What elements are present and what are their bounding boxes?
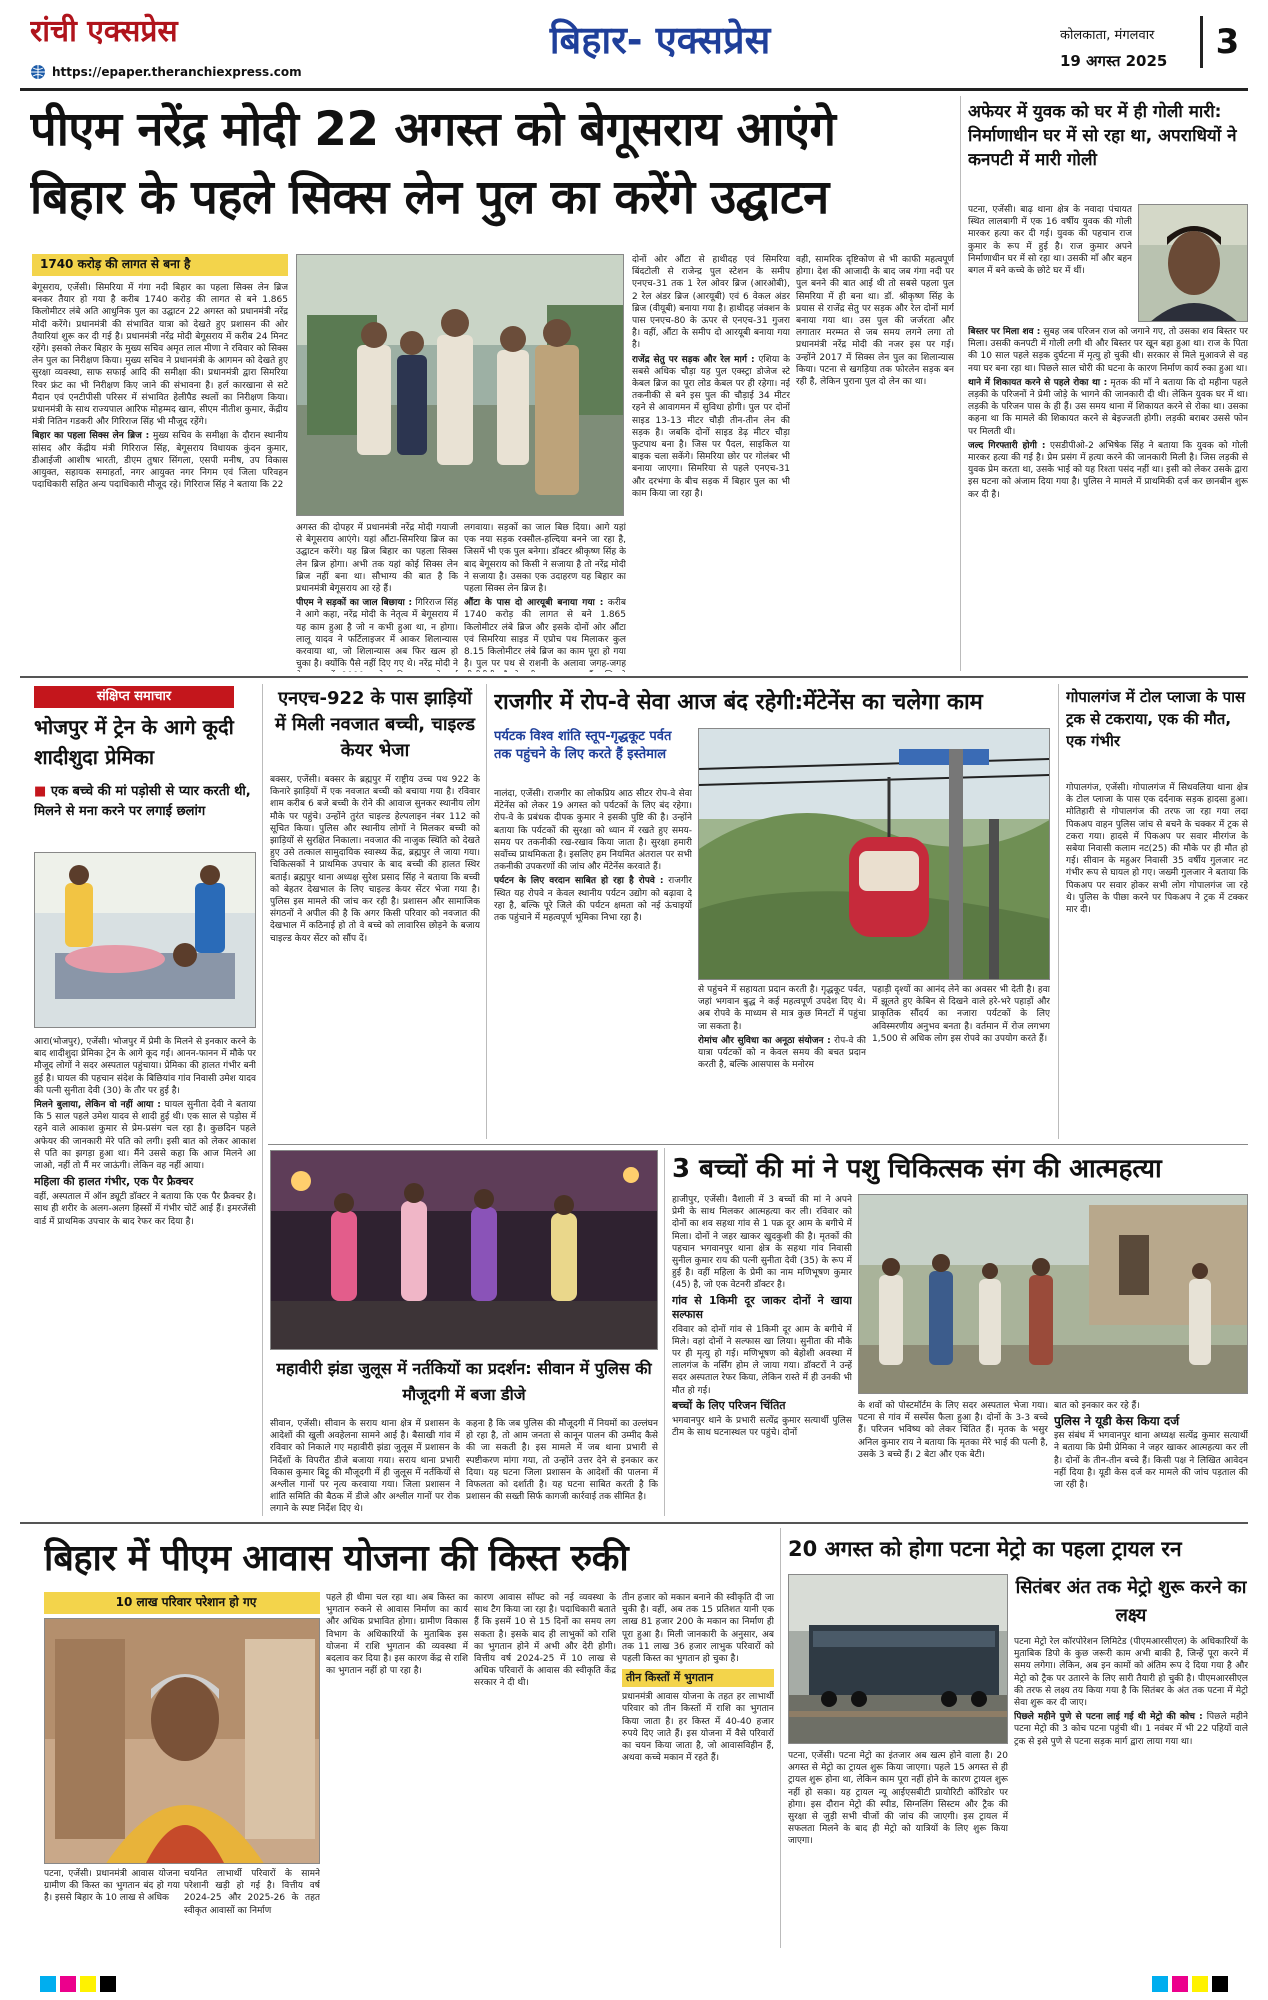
brief-label: संक्षिप्त समाचार bbox=[34, 686, 234, 708]
awas-headline: बिहार में पीएम आवास योजना की किस्त रुकी bbox=[44, 1538, 629, 1579]
suicide-subhead-1: गांव से 1किमी दूर जाकर दोनों ने खाया सल्फास bbox=[672, 1293, 852, 1321]
ropeway-subhead-1: पर्यटन के लिए वरदान साबित हो रहा है रोपवे : bbox=[494, 876, 664, 887]
ropeway-headline: राजगीर में रोप-वे सेवा आज बंद रहेगी:मेंटेनेंस का चलेगा काम bbox=[494, 690, 983, 715]
awas-text-5: प्रधानमंत्री आवास योजना के तहत हर लाभार्थी परिवार को तीन किस्तों में राशि का भुगतान किया जाता है। हर किस्त में 40-40 हजार रुपये दिए जाते हैं। इस योजना में वैसे परिवारों का चयन किया जाता है, जो आवासविहीन हैं, अथवा कच्चे मकान में रहते हैं। bbox=[622, 1692, 774, 1764]
ropeway-text: नालंदा, एजेंसी। राजगीर का लोकप्रिय आठ सीटर रोप-वे सेवा मेंटेनेंस को लेकर 19 अगस्त को पर्यटकों के लिए बंद रहेगा। रोप-वे के प्रबंधक दीपक कुमार ने इसकी पुष्टि की है। उन्होंने बताया कि पर्यटकों की सुरक्षा को ध्यान में रखते हुए समय-समय पर तकनीकी रख-रखाव किया जाता है। सुरक्षा हमारी सर्वोच्च प्राथमिकता है। इसलिए हम नियमित अंतराल पर सभी तकनीकी उपकरणों की जांच और मेंटेनेंस करवाते हैं। bbox=[494, 789, 692, 873]
murder-text-2: मृतक की माँ ने बताया कि दो महीना पहले लड़की के परिजनों ने प्रेमी जोड़े के भागने की जानकारी दी थी। लेकिन युवक घर में था। लड़की के परिजन पास के ही हैं। उस समय थाना में शिकायत करने से रोका था। उसका कहना था कि मामले की शिकायत करने से बेइज्जती होगी। लड़की बराबर उससे फोन पर मिलती थी। bbox=[968, 377, 1248, 437]
brief-subhead-1: मिलने बुलाया, लेकिन वो नहीं आया : bbox=[34, 1100, 161, 1111]
brief-text: आरा(भोजपुर), एजेंसी। भोजपुर में प्रेमी के मिलने से इनकार करने के बाद शादीशुदा प्रेमिका ट्रेन के आगे कूद गई। आनन-फानन में मौके पर मौजूद लोगों ने सदर अस्पताल पहुंचाया। प्रेमिका की हालत गंभीर बनी हुई है। घायल की पहचान संदेश के बिछियांव गांव निवासी उमेश यादव की पत्नी सुनीता देवी (30) के तौर पर हुई है। bbox=[34, 1037, 256, 1096]
lead-headline-2: बिहार के पहले सिक्स लेन पुल का करेंगे उद्घाटन bbox=[30, 170, 829, 225]
reg-mark-cyan-right bbox=[1152, 1976, 1168, 1992]
lead-col-1-subhead: बिहार का पहला सिक्स लेन ब्रिज : bbox=[32, 431, 150, 442]
divider-awas bbox=[780, 1528, 781, 1948]
lead-col-3-text-b: करीब 1740 करोड़ की लागत से बने 1.865 किलोमीटर लंबे ब्रिज और इसके दोनों ओर औंटा एवं सिमरिया साइड में एप्रोच पथ मिलाकर कुल 8.15 किलोमीटर लंबे ब्रिज का काम पूरा हो गया है। पुल पर पथ से राशनी के अलावा जगह-जगह bbox=[464, 598, 626, 670]
baby-headline: एनएच-922 के पास झाड़ियों में मिली नवजात बच्ची, चाइल्ड केयर भेजा bbox=[275, 688, 475, 761]
murder-intro: पटना, एजेंसी। बाढ़ थाना क्षेत्र के नवादा पंचायत स्थित लालबागी में एक 16 वर्षीय युवक की गोली मारकर हत्या कर दी गई। युवक की पहचान राज कुमार के रूप में हुई है। राज कुमार अपने निर्माणाधीन घर में सो रहा था। उसकी माँ और बहन बगल में बने कच्चे के छोटे घर में थीं। bbox=[968, 205, 1132, 277]
reg-mark-magenta bbox=[60, 1976, 76, 1992]
masthead bbox=[0, 0, 1268, 88]
murder-headline: अफेयर में युवक को घर में ही गोली मारी: निर्माणाधीन घर में सो रहा था, अपराधियों ने कनपटी में मारी गोली bbox=[968, 102, 1237, 170]
reg-mark-yellow-right bbox=[1192, 1976, 1208, 1992]
suicide-headline: 3 बच्चों की मां ने पशु चिकित्सक संग की आत्महत्या bbox=[672, 1154, 1162, 1184]
metro-col-left: पटना, एजेंसी। पटना मेट्रो का इंतजार अब खत्म होने वाला है। 20 अगस्त से मेट्रो का ट्रायल शुरू किया जाएगा। पहले 15 अगस्त से ही ट्रायल शुरू होना था, लेकिन काम पूरा नहीं होने के कारण ट्रायल शुरू नहीं हो सका। यह ट्रायल न्यू आईएसबीटी प्रायोरिटी कॉरिडोर पर होगा। इस दौरान मेट्रो की स्पीड, सिग्नलिंग सिस्टम और ट्रैक की सुरक्षा से जुड़ी सभी चीजों की जांच की जाएगी। इस ट्रायल में सफलता मिलने के बाद ही मेट्रो को यात्रियों के लिए शुरू किया जाएगा। bbox=[788, 1751, 1008, 1847]
suicide-text: हाजीपुर, एजेंसी। वैशाली में 3 बच्चों की मां ने अपने प्रेमी के साथ मिलकर आत्महत्या कर ली। रविवार को दोनों का शव सहथा गांव से 1 पक्र दूर आम के बगीचे में मिला। दोनों ने जहर खाकर खुदकुशी की है। मृतकों की पहचान भगवानपुर थाना क्षेत्र के सहथा गांव निवासी सुनील कुमार राय की पत्नी सुनीता देवी (35) के रूप में हुई है। वहीं महिला के प्रेमी का नाम मणिभूषण कुमार (45) है, जो एक वेटनरी डॉक्टर है। bbox=[672, 1195, 852, 1291]
lead-headline-1: पीएम नरेंद्र मोदी 22 अगस्त को बेगूसराय आएंगे bbox=[30, 102, 836, 157]
divider-brief bbox=[262, 684, 263, 1516]
divider-dance bbox=[664, 1148, 665, 1516]
awas-col-2: पहले ही धीमा चल रहा था। अब किस्त का भुगतान रुकने से आवास निर्माण का कार्य और अधिक प्रभावित होगा। ग्रामीण विकास विभाग के अधिकारियों के मुताबिक इस योजना में राशि भुगतान की व्यवस्था में बदलाव कर दिया है। इस कारण केंद्र से राशि का भुगतान नहीं हो पा रहा है। bbox=[326, 1593, 468, 1677]
lead-col-3-subhead: औंटा के पास दो आरयूबी बनाया गया : bbox=[464, 598, 604, 609]
divider-baby bbox=[486, 684, 487, 1139]
murder-subhead-2: थाने में शिकायत करने से पहले रोका था : bbox=[968, 377, 1108, 388]
ropeway-col-2 bbox=[698, 984, 866, 1138]
suicide-col-2: के शवों को पोस्टमॉर्टम के लिए सदर अस्पताल भेजा गया। पटना से गांव में सस्पेंस फैला हुआ है। दोनों के 3-3 बच्चे हैं। परिजन भविष्य को लेकर चिंतित हैं। मृतक के भसुर अनिल कुमार राय ने बताया कि मृतका मेरे भाई की पत्नी है, उसके 3 बच्चे हैं। 2 बेटा और एक बेटी। bbox=[858, 1401, 1048, 1460]
murder-text-3: एसडीपीओ-2 अभिषेक सिंह ने बताया कि युवक को गोली मारकर हत्या की गई है। प्रेम प्रसंग में हत्या करने की जानकारी मिली है। जिस लड़की से युवक प्रेम करता था, उसके भाई को यह रिश्ता पसंद नहीं था। इसी को लेकर उसके द्वारा इस घटना को अंजाम दिया गया है। पुलिस ने मामले में प्राथमिकी दर्ज कर छानबीन शुरू कर दी है। bbox=[968, 440, 1248, 500]
awas-tag: 10 लाख परिवार परेशान हो गए bbox=[44, 1592, 320, 1614]
suicide-text-1: रविवार को दोनों गांव से 1किमी दूर आम के बगीचे में मिले। वहां दोनों ने सल्फास खा लिया। सुनीता की मौके पर ही मृत्यु हो गई। मणिभूषण को बेहोशी अवस्था में लालगंज के नर्सिंग होम ले जाया गया। डॉक्टरों ने उन्हें सदर अस्पताल रेफर किया, लेकिन रास्ते में ही उनकी भी मौत हो गई। bbox=[672, 1324, 852, 1396]
lead-col-5 bbox=[796, 254, 954, 672]
brief-subhead-2: महिला की हालत गंभीर, एक पैर फ्रैक्चर bbox=[34, 1175, 194, 1189]
brief-bullet-text: एक बच्चे की मां पड़ोसी से प्यार करती थी, मिलने से मना करने पर लगाई छलांग bbox=[34, 784, 251, 819]
dance-headline: महावीरी झंडा जुलूस में नर्तकियों का प्रदर्शन: सीवान में पुलिस की मौजूदगी में बजा डीजे bbox=[276, 1359, 652, 1404]
ropeway-subhead: पर्यटक विश्व शांति स्तूप-गृद्धकूट पर्वत तक पहुंचने के लिए करते हैं इस्तेमाल bbox=[494, 729, 672, 762]
brief-hospital-photo bbox=[34, 852, 256, 1028]
metro-coach-truck-photo bbox=[788, 1574, 1008, 1744]
ropeway-text-2: से पहुंचने में सहायता प्रदान करती है। गृद्धकूट पर्वत, जहां भगवान बुद्ध ने कई महत्वपूर्ण उपदेश दिए थे। अब रोपवे के माध्यम से मात्र कुछ मिनटों में पहुंचा जा सकता है। bbox=[698, 985, 866, 1032]
lead-col-1-text-b: मुख्य सचिव के समीक्षा के दौरान स्थानीय सांसद और केंद्रीय मंत्री गिरिराज सिंह, बेगूसराय विधायक कुंदन कुमार, डीआईजी आशीष भारती, डीएम तुषार सिंगला, एसपी मनीष, उप विकास आयुक्त, सहायक समाहर्ता, नगर आयुक्त नगर निगम एवं जिला परिवहन पदाधिकारी सहित अन्य पदाधिकारी मौजूद रहे। गिरिराज सिंह ने बताया कि 22 bbox=[32, 431, 288, 491]
page-number: 3 bbox=[1200, 16, 1252, 68]
brief-headline: भोजपुर में ट्रेन के आगे कूदी शादीशुदा प्रेमिका bbox=[34, 715, 234, 769]
murder-victim-photo bbox=[1138, 204, 1248, 322]
toll-body: गोपालगंज, एजेंसी। गोपालगंज में सिधवलिया थाना क्षेत्र के टोल प्लाजा के पास एक दर्दनाक सड़क हादसा हुआ। मोतिहारी से गोपालगंज की तरफ जा रहा गया लदा पिकअप वाहन पुलिस जांच से बचने के चक्कर में ट्रक से टकरा गया। हादसे में पिकअप पर सवार मीरगंज के सबेया निवासी कलाम नट(25) की मौके पर ही मौत हो गई। सीवान के महुअर निवासी 35 वर्षीय गुलजार नट गंभीर रूप से घायल हो गए। जख्मी गुलजार ने बताया कि पिकअप पर सवार होकर सभी लोग गोपालगंज जा रहे थे। पुलिस के पीछा करने पर पिकअप ने ट्रक में टक्कर मार दी। bbox=[1066, 783, 1248, 916]
suicide-caption-top: बात को इनकार कर रहे हैं। bbox=[1054, 1401, 1140, 1411]
awas-col-1: चयनित लाभार्थी परिवारों के सामने परेशानी खड़ी हो गई है। वित्तीय वर्ष 2024-25 और 2025-26 के तहत स्वीकृत आवासों का निर्माण bbox=[184, 1869, 320, 1916]
metro-col-right bbox=[1014, 1636, 1248, 1948]
reg-mark-black bbox=[100, 1976, 116, 1992]
dance-procession-photo bbox=[270, 1150, 658, 1350]
lead-col-4 bbox=[632, 254, 790, 672]
ropeway-col-1 bbox=[494, 788, 692, 1138]
reg-mark-yellow bbox=[80, 1976, 96, 1992]
lead-col-2-text: अगस्त की दोपहर में प्रधानमंत्री नरेंद्र मोदी गयाजी से बेगूसराय आएंगे। यहां औंटा-सिमरिया ब्रिज का उद्घाटन करेंगे। यह ब्रिज बिहार का पहला सिक्स लेन ब्रिज होगा। अभी तक यहां कोई सिक्स लेन ब्रिज नहीं बना था। सौभाग्य की बात है कि प्रधानमंत्री बेगूसराय आ रहे हैं। bbox=[296, 523, 458, 595]
baby-body: बक्सर, एजेंसी। बक्सर के ब्रह्मपुर में राष्ट्रीय उच्च पथ 922 के किनारे झाड़ियों में एक नवजात बच्ची को बचाया गया है। रविवार शाम करीब 6 बजे बच्ची के रोने की आवाज सुनकर स्थानीय लोग मौके पर पहुंचे। उन्होंने तुरंत चाइल्ड हेल्पलाइन नंबर 112 को सूचित किया। पुलिस और स्थानीय लोगों ने मिलकर बच्ची को झाड़ियों से सुरक्षित निकाला। नवजात की नाजुक स्थिति को देखते हुए उसे तत्काल सामुदायिक स्वास्थ्य केंद्र, ब्रह्मपुर ले जाया गया। चिकित्सकों ने प्राथमिक उपचार के बाद बच्ची की हालत स्थिर बताई। ब्रह्मपुर थाना अध्यक्ष सुरेश प्रसाद सिंह ने बताया कि बच्ची को बेहतर देखभाल के लिए चाइल्ड केयर सेंटर भेजा गया है। पुलिस इस मामले की जांच कर रही है। प्रशासन और सामाजिक संगठनों ने अपील की है कि अगर किसी परिवार को नवजात की देखभाल में कठिनाई हो तो वे बच्चे को लावारिस छोड़ने के बजाय चाइल्ड केयर सेंटर को सौंप दें। bbox=[270, 775, 480, 944]
lead-col-3-text: लगवाया। सड़कों का जाल बिछ दिया। आगे यहां एक नया सड़क रक्सौल-हल्दिया बनने जा रहा है, जिसमें भी एक पुल बनेगा। डॉक्टर श्रीकृष्ण सिंह के बाद बेगूसराय को किसी ने सजाया है तो नरेंद्र मोदी ने सजाया है। उसका एक उदाहरण यह बिहार का पहला सिक्स लेन ब्रिज है। bbox=[464, 523, 626, 595]
dateline-city-day: कोलकाता, मंगलवार bbox=[1060, 28, 1155, 43]
suicide-village-crowd-photo bbox=[858, 1194, 1248, 1394]
murder-subhead-1: बिस्तर पर मिला शव : bbox=[968, 327, 1041, 337]
suicide-col-1 bbox=[672, 1194, 852, 1516]
suicide-caption-text: इस संबंध में भगवानपुर थाना अध्यक्ष सत्येंद्र कुमार सत्यार्थी ने बताया कि प्रेमी प्रेमिका ने जहर खाकर आत्महत्या कर ली है। दोनों के तीन-तीन बच्चे हैं। किसी पक्ष ने लिखित आवेदन नहीं दिया है। यूडी केस दर्ज कर मामले की जांच पड़ताल की जा रही है। bbox=[1054, 1431, 1248, 1491]
awas-col-3: कारण आवास सॉफ्ट को नई व्यवस्था के साथ टैग किया जा रहा है। पदाधिकारी बताते हैं कि इसमें 10 से 15 दिनों का समय लग सकता है। इसके बाद ही लाभुकों को राशि का भुगतान होने में अभी और देरी होगी। वित्तीय वर्ष 2024-25 में 10 लाख से अधिक परिवारों के आवास की स्वीकृति केंद्र सरकार ने दी थी। bbox=[474, 1593, 616, 1689]
lead-col-2-text-b: गिरिराज सिंह ने आगे कहा, नरेंद्र मोदी के नेतृत्व में बेगूसराय में यह काम हुआ है जो न कभी हुआ था, न होगा। लालू यादव ने फर्टिलाइजर में आकर शिलान्यास करवाया था, जो शिलान्यास अब फिर खत्म हो चुका है। क्योंकि पैसे नहीं दिए गए थे। नरेंद्र मोदी ने bbox=[296, 598, 458, 670]
divider-ropeway bbox=[1058, 684, 1059, 1139]
ropeway-text-1: राजगीर स्थित यह रोपवे न केवल स्थानीय पर्यटन उद्योग को बढ़ावा दे रहा है, बल्कि पूरे जिले की पर्यटन क्षमता को नई ऊंचाइयों तक पहुंचाने में महत्वपूर्ण भूमिका निभा रहा है। bbox=[494, 876, 692, 924]
suicide-subhead-2: बच्चों के लिए परिजन चिंतित bbox=[672, 1398, 786, 1412]
murder-body bbox=[968, 326, 1248, 672]
brief-text-2: वहीं, अस्पताल में ऑन ड्यूटी डॉक्टर ने बताया कि एक पैर फ्रैक्चर है। साथ ही शरीर के अलग-अलग हिस्सों में गंभीर चोटें आई हैं। इमरजेंसी वार्ड में प्राथमिक उपचार के बाद रेफर कर दिया है। bbox=[34, 1192, 256, 1227]
brand-logo: रांची एक्सप्रेस bbox=[30, 14, 178, 49]
ropeway-text-2b: रोप-वे की यात्रा पर्यटकों को न केवल समय की बचत प्रदान करती है, बल्कि आसपास के मनोरम bbox=[698, 1035, 866, 1071]
lead-col-4-subhead: राजेंद्र सेतु पर सड़क और रेल मार्ग : bbox=[632, 354, 755, 365]
brief-text-1: घायल सुनीता देवी ने बताया कि 5 साल पहले उमेश यादव से शादी हुई थी। एक साल से पड़ोस में रहने वाले आकाश कुमार से प्रेम-प्रसंग चल रहा है। कुछदिन पहले अफेयर की जानकारी मेरे पति को लगी। इसी बात को लेकर आकाश से पति का झगड़ा हुआ था। मैंने उससे कहा कि आज मिलने आ जाओ, नहीं तो मैं मर जाऊंगी। लेकिन वह नहीं आया। bbox=[34, 1100, 256, 1172]
globe-icon bbox=[30, 64, 46, 80]
brief-bullet bbox=[34, 782, 256, 844]
brief-body bbox=[34, 1036, 256, 1516]
metro-subhead: सितंबर अंत तक मेट्रो शुरू करने का लक्ष्य bbox=[1015, 1577, 1247, 1626]
metro-headline: 20 अगस्त को होगा पटना मेट्रो का पहला ट्रायल रन bbox=[788, 1537, 1182, 1561]
reg-mark-black-right bbox=[1212, 1976, 1228, 1992]
lead-col-2-subhead: पीएम ने सड़कों का जाल बिछाया : bbox=[296, 598, 413, 609]
lead-col-3 bbox=[464, 522, 626, 672]
dance-col-1: सीवान, एजेंसी। सीवान के सराय थाना क्षेत्र में प्रशासन के आदेशों की खुली अवहेलना सामने आई है। बैसाखी गांव में रविवार को निकाले गए महावीरी झंडा जुलूस में प्रशासन के निर्देशों के विपरीत डीजे बजाया गया। सराय थाना प्रभारी विकास कुमार बिट्टू की मौजूदगी में ही जुलूस में नर्तकियों से अश्लील गानों पर नृत्य करवाया गया। जिला प्रशासन ने शांति समिति की बैठक में डीजे और अश्लील गानों पर रोक लगाने के स्पष्ट निर्देश दिए थे। bbox=[270, 1419, 460, 1515]
metro-text-1b: पिछले महीने पटना मेट्रो की 3 कोच पटना पहुंची थी। 1 नवंबर में भी 22 पहियों वाले ट्रक से इसे पुणे से पटना सड़क मार्ग द्वारा लाया गया था। bbox=[1014, 1712, 1248, 1747]
murder-text-1: सुबह जब परिजन राज को जगाने गए, तो उसका शव बिस्तर पर मिला। उसकी कनपटी में गोली लगी थी और बिस्तर पर खून बहा हुआ था। राज के पिता की 10 साल पहले सड़क दुर्घटना में मृत्यु हो चुकी थी। सरकार से मिले मुआवजे से वह नया घर बना रहा था। पिछले साल चोरी की घटना के कारण निर्माण कार्य रुका हुआ था। bbox=[968, 327, 1248, 374]
lead-photo-officials-inspection bbox=[296, 254, 624, 516]
section-title: बिहार- एक्सप्रेस bbox=[549, 18, 771, 62]
awas-text-4: तीन हजार को मकान बनाने की स्वीकृति दी जा चुकी है। वहीं, अब तक 15 प्रतिशत यानी एक लाख 81 हजार 200 के मकान का निर्माण ही पूरा हुआ है। मिली जानकारी के अनुसार, अब तक 11 लाख 36 हजार लाभुक परिवारों को पहली किस्त का भुगतान हो चुका है। bbox=[622, 1593, 774, 1665]
lead-col-2 bbox=[296, 522, 458, 672]
dateline-date: 19 अगस्त 2025 bbox=[1060, 52, 1168, 70]
awas-col-0: पटना, एजेंसी। प्रधानमंत्री आवास योजना ग्रामीण की किस्त का भुगतान बंद हो गया है। इससे बिहार के 10 लाख से अधिक bbox=[44, 1869, 180, 1904]
ropeway-cable-car-photo bbox=[698, 728, 1050, 980]
rule-before-bottom bbox=[20, 1522, 1248, 1524]
toll-headline: गोपालगंज में टोल प्लाजा के पास ट्रक से टकराया, एक की मौत, एक गंभीर bbox=[1066, 688, 1246, 750]
ropeway-col-3: पहाड़ी दृश्यों का आनंद लेने का अवसर भी देती है। हवा में झूलते हुए केबिन से दिखने वाले हरे-भरे पहाड़ों और प्राकृतिक सौंदर्य का नजारा पर्यटकों के लिए अविस्मरणीय अनुभव बनता है। वर्तमान में रोज लगभग 1,500 से अधिक लोग इस रोपवे का उपयोग करते हैं। bbox=[872, 985, 1050, 1044]
rule-after-lead bbox=[20, 676, 1248, 678]
registration-marks bbox=[0, 1958, 1268, 2000]
reg-mark-magenta-right bbox=[1172, 1976, 1188, 1992]
awas-subhead: तीन किस्तों में भुगतान bbox=[622, 1669, 774, 1687]
lead-col-1 bbox=[32, 282, 288, 672]
reg-mark-cyan bbox=[40, 1976, 56, 1992]
bullet-icon: ■ bbox=[34, 784, 51, 799]
divider-right-column bbox=[960, 96, 961, 671]
dance-col-2: कहना है कि जब पुलिस की मौजूदगी में नियमों का उल्लंघन हो रहा है, तो आम जनता से कानून पालन की उम्मीद कैसे की जा सकती है। इस मामले में जब थाना प्रभारी से स्पष्टीकरण मांगा गया, तो उन्होंने उत्तर देने से इनकार कर दिया। यह घटना जिला प्रशासन के आदेशों की पालना में विफलता को दर्शाती है। यह घटना साबित करती है कि प्रशासन की सख्ती सिर्फ कागजी कार्रवाई तक सीमित है। bbox=[466, 1419, 658, 1503]
lead-tag: 1740 करोड़ की लागत से बना है bbox=[32, 254, 288, 276]
epaper-url-link[interactable]: https://epaper.theranchiexpress.com bbox=[52, 65, 302, 79]
lead-col-1-text: बेगूसराय, एजेंसी। सिमरिया में गंगा नदी बिहार का पहला सिक्स लेन ब्रिज बनकर तैयार हो गया है करीब 1740 करोड़ की लागत से बने 1.865 किलोमीटर लंबे अति आधुनिक पुल का उद्घाटन 22 अगस्त को प्रधानमंत्री नरेंद्र मोदी करेंगे। प्रधानमंत्री की संभावित यात्रा को देखते हुए प्रशासन की ओर तैयारियां शुरू कर दी गई है। प्रधानमंत्री नरेंद्र मोदी बेगूसराय में करीब 24 मिनट रहेंगे। इसको लेकर बिहार के मुख्य सचिव अमृत लाल मीणा ने रविवार को सिक्स लेन पुल का निरीक्षण किया। मुख्य सचिव ने प्रधानमंत्री के आगमन को देखते हुए सुरक्षा व्यवस्था, साफ सफाई आदि की समीक्षा की। प्रधानमंत्री द्वारा सिमरिया रिवर फ्रंट का भी निरीक्षण किए जाने की संभावना है। हर्ल कारखाना से सटे मैदान एवं एनटीपीसी परिसर में संभावित हेलीपैड स्थलों का निरीक्षण किया। प्रधानमंत्री के साथ राज्यपाल आरिफ मोहम्मद खान, सीएम नीतीश कुमार, केंद्रीय मंत्री नितिन गडकरी और गिरिराज सिंह भी मौजूद रहेंगे। bbox=[32, 283, 288, 428]
metro-subhead-2: पिछले महीने पुणे से पटना लाई गई थी मेट्रो की कोच : bbox=[1014, 1712, 1203, 1723]
awas-col-4 bbox=[622, 1592, 774, 1948]
masthead-rule bbox=[20, 88, 1248, 91]
rule-mid bbox=[268, 1144, 1248, 1145]
lead-col-5-text: वही, सामरिक दृष्टिकोण से भी काफी महत्वपूर्ण होगा। देश की आजादी के बाद जब गंगा नदी पर पुल बनने की बात आई थी तो सबसे पहला पुल सिमरिया में ही बना था। डॉ. श्रीकृष्ण सिंह के प्रयास से राजेंद्र सेतु पर सड़क और रेल दोनों मार्ग बनाया गया था। उस पुल की जर्जरता और लगातार मरम्मत से जब समय लगने लगा तो प्रधानमंत्री नरेंद्र मोदी की नजर इस पर गई। उन्होंने 2017 में सिक्स लेन पुल का शिलान्यास किया। पटना से खगड़िया तक फोरलेन सड़क बन रही है, लेकिन पुराना पुल दो लेन का था। bbox=[796, 255, 954, 388]
lead-col-4-text-b: एशिया के सबसे अधिक चौड़ा यह पुल एक्स्ट्रा डोजेज स्टे केबल ब्रिज का पूरा लोड केबल पर ही रहेगा। नई तकनीकी से बने इस पुल की चौड़ाई 34 मीटर रहने से आवागमन में सुविधा होगी। पुल पर दोनों साइड 13-13 मीटर चौड़ी तीन-तीन लेन की सड़क है। जबकि दोनों साइड डेढ़ मीटर चौड़ा फुटपाथ बना है। जिस पर पैदल, साइकिल या बाइक चला सकेंगे। सिमरिया छोर पर गोलंबर भी बनाया जाएगा। सिमरिया से पहले एनएच-31 और दरभंगा के बीच सड़क में बिहार पुल का भी काम किया जा रहा है। bbox=[632, 354, 790, 499]
lead-col-4-text: दोनों ओर औंटा से हाथीदह एवं सिमरिया बिंदटोली से राजेन्द्र पुल स्टेशन के समीप एनएच-31 तक 1 रेल ओवर ब्रिज (आरओबी), 2 रेल अंडर ब्रिज (आरयूबी) एवं 6 वेकल अंडर ब्रिज (वीयूबी) बनाया गया है। हाथीदह जंक्शन के पास एनएच-80 के ऊपर से एनएच-31 गुजरा है। वहीं, औंटा के समीप दो आरयूबी बनाया गया है। bbox=[632, 255, 790, 351]
suicide-caption-box bbox=[1054, 1400, 1248, 1516]
awas-woman-photo bbox=[44, 1618, 320, 1864]
ropeway-subhead-2: रोमांच और सुविधा का अनूठा संयोजन : bbox=[698, 1035, 831, 1046]
suicide-caption-subhead: पुलिस ने यूडी केस किया दर्ज bbox=[1054, 1414, 1180, 1429]
murder-subhead-3: जल्द गिरफ्तारी होगी : bbox=[968, 440, 1046, 451]
suicide-text-2: भगवानपुर थाने के प्रभारी सत्येंद्र कुमार सत्यार्थी पुलिस टीम के साथ घटनास्थल पर पहुंचे। दोनों bbox=[672, 1415, 852, 1439]
metro-text-1: पटना मेट्रो रेल कॉरपोरेशन लिमिटेड (पीएमआरसीएल) के अधिकारियों के मुताबिक डिपो के कुछ जरूरी काम अभी बाकी है, जिन्हें पूरा करने में समय लगेगा। लेकिन, अब इन कामों को अंतिम रूप दे दिया गया है और मेट्रो को ट्रैक पर उतारने के लिए सारी तैयारी हो चुकी है। पीएमआरसीएल की तरफ से लक्ष्य तय किया गया है कि सितंबर के अंत तक पटना में मेट्रो सेवा शुरू कर दी जाए। bbox=[1014, 1637, 1248, 1709]
